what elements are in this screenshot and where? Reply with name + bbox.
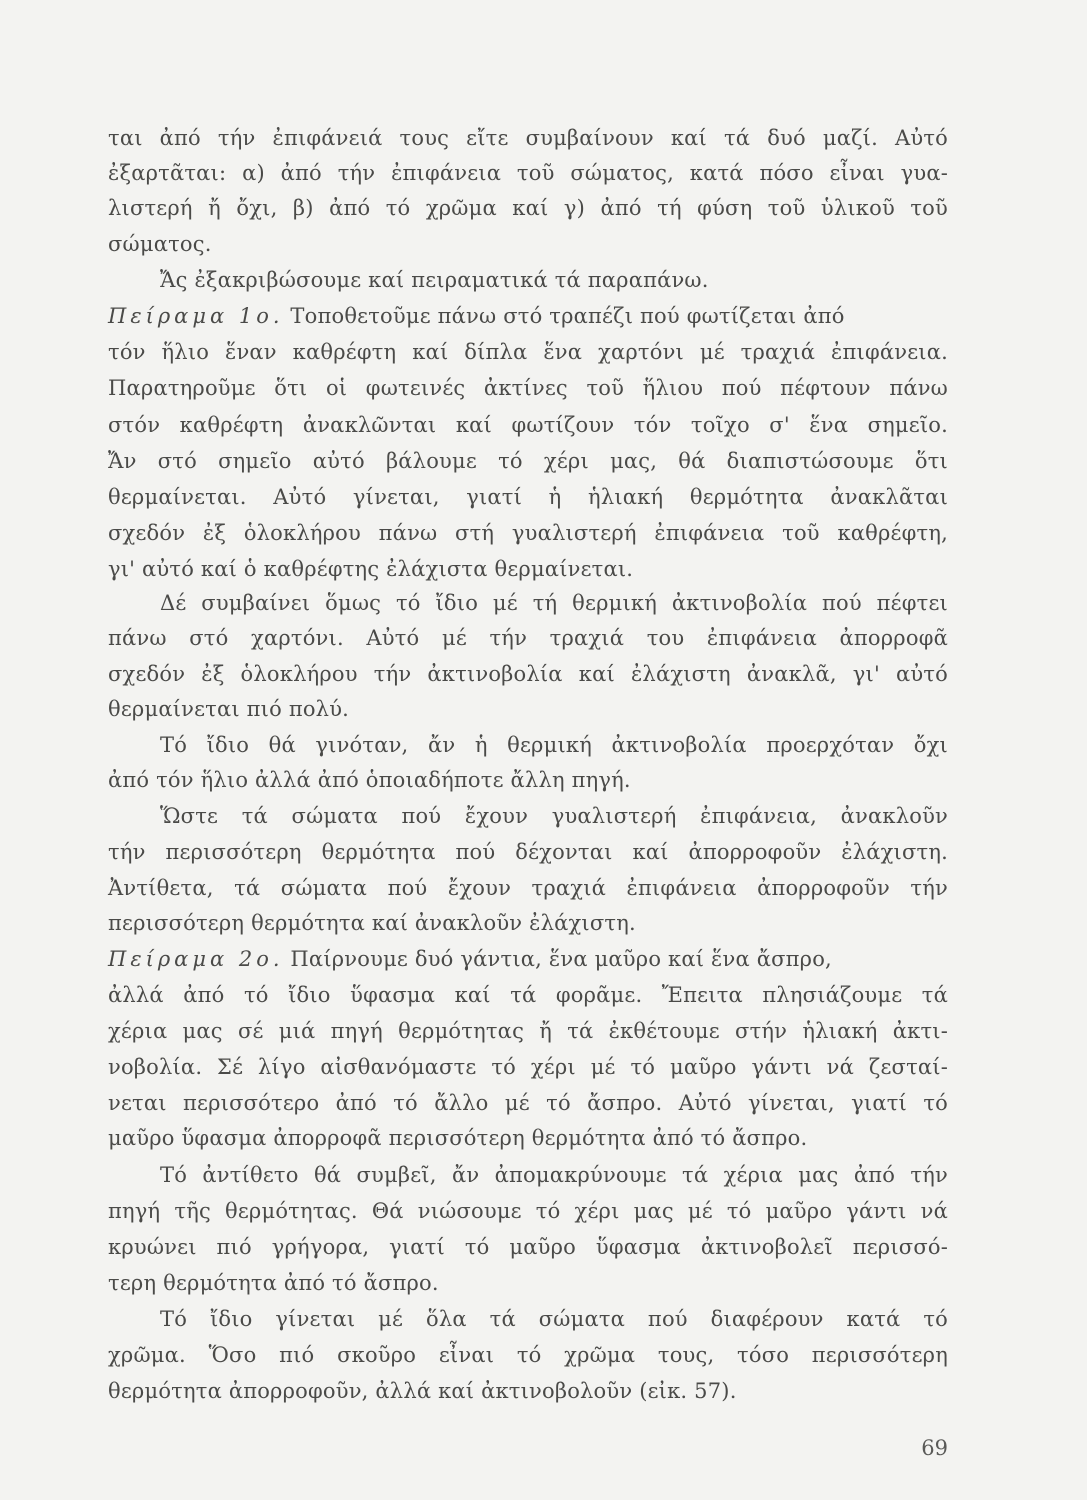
experiment-2-line: [108, 944, 948, 974]
text-line: Ὥστε τά σώματα πού ἔχουν γυαλιστερή ἐπιφάνεια, ἀνακλοῦν: [160, 804, 948, 828]
text-line: σώματος.: [108, 232, 212, 256]
text-line: Παρατηροῦμε ὅτι οἱ φωτεινές ἀκτίνες τοῦ ἥλιου πού πέφτουν πάνω: [108, 376, 948, 400]
experiment-2-text: Παίρνουμε δυό γάντια, ἕνα μαῦρο καί ἕνα ἄσπρο,: [290, 947, 832, 971]
text-line: Τό ἴδιο γίνεται μέ ὅλα τά σώματα πού διαφέρουν κατά τό: [160, 1307, 948, 1331]
text-line: πηγή τῆς θερμότητας. Θά νιώσουμε τό χέρι μας μέ τό μαῦρο γάντι νά: [108, 1199, 948, 1223]
text-line: ἀλλά ἀπό τό ἴδιο ὕφασμα καί τά φορᾶμε. Ἔπειτα πλησιάζουμε τά: [108, 983, 948, 1007]
text-line: κρυώνει πιό γρήγορα, γιατί τό μαῦρο ὕφασμα ἀκτινοβολεῖ περισσό-: [108, 1235, 948, 1259]
text-line: Τό ἀντίθετο θά συμβεῖ, ἄν ἀπομακρύνουμε τά χέρια μας ἀπό τήν: [160, 1163, 948, 1187]
text-line: νεται περισσότερο ἀπό τό ἄλλο μέ τό ἄσπρο. Αὐτό γίνεται, γιατί τό: [108, 1091, 948, 1115]
text-line: σχεδόν ἐξ ὁλοκλήρου τήν ἀκτινοβολία καί ἐλάχιστη ἀνακλᾶ, γι' αὐτό: [108, 662, 948, 686]
text-line: Δέ συμβαίνει ὅμως τό ἴδιο μέ τή θερμική ἀκτινοβολία πού πέφτει: [160, 591, 948, 615]
text-line: σχεδόν ἐξ ὁλοκλήρου πάνω στή γυαλιστερή ἐπιφάνεια τοῦ καθρέφτη,: [108, 521, 948, 545]
text-line: θερμαίνεται. Αὐτό γίνεται, γιατί ἡ ἡλιακή θερμότητα ἀνακλᾶται: [108, 485, 948, 509]
text-line: θερμότητα ἀπορροφοῦν, ἀλλά καί ἀκτινοβολοῦν (εἰκ. 57).: [108, 1379, 737, 1403]
text-line: θερμαίνεται πιό πολύ.: [108, 697, 350, 721]
experiment-1-label: Πείραμα 1ο.: [108, 304, 284, 328]
text-line: χέρια μας σέ μιά πηγή θερμότητας ἤ τά ἐκθέτουμε στήν ἡλιακή ἀκτι-: [108, 1019, 948, 1043]
text-line: μαῦρο ὕφασμα ἀπορροφᾶ περισσότερη θερμότητα ἀπό τό ἄσπρο.: [108, 1126, 808, 1150]
text-line: Ἄν στό σημεῖο αὐτό βάλουμε τό χέρι μας, θά διαπιστώσουμε ὅτι: [108, 449, 948, 473]
text-line: περισσότερη θερμότητα καί ἀνακλοῦν ἐλάχιστη.: [108, 911, 636, 935]
experiment-2-label: Πείραμα 2ο.: [108, 947, 284, 971]
text-line: πάνω στό χαρτόνι. Αὐτό μέ τήν τραχιά του ἐπιφάνεια ἀπορροφᾶ: [108, 626, 948, 650]
text-line: Τό ἴδιο θά γινόταν, ἄν ἡ θερμική ἀκτινοβολία προερχόταν ὄχι: [160, 733, 948, 757]
text-line: στόν καθρέφτη ἀνακλῶνται καί φωτίζουν τόν τοῖχο σ' ἕνα σημεῖο.: [108, 413, 948, 437]
page-number: 69: [921, 1436, 948, 1460]
text-line: χρῶμα. Ὅσο πιό σκοῦρο εἶναι τό χρῶμα τους, τόσο περισσότερη: [108, 1343, 948, 1367]
text-line: τήν περισσότερη θερμότητα πού δέχονται καί ἀπορροφοῦν ἐλάχιστη.: [108, 840, 948, 864]
text-line: τόν ἥλιο ἕναν καθρέφτη καί δίπλα ἕνα χαρτόνι μέ τραχιά ἐπιφάνεια.: [108, 340, 948, 364]
text-line: ται ἀπό τήν ἐπιφάνειά τους εἴτε συμβαίνουν καί τά δυό μαζί. Αὐτό: [108, 126, 948, 150]
text-line: λιστερή ἤ ὄχι, β) ἀπό τό χρῶμα καί γ) ἀπό τή φύση τοῦ ὑλικοῦ τοῦ: [108, 196, 948, 220]
experiment-1-line: [108, 301, 948, 331]
text-line: ἐξαρτᾶται: α) ἀπό τήν ἐπιφάνεια τοῦ σώματος, κατά πόσο εἶναι γυα-: [108, 161, 948, 185]
experiment-1-text: Τοποθετοῦμε πάνω στό τραπέζι πού φωτίζεται ἀπό: [290, 304, 845, 328]
text-line: γι' αὐτό καί ὁ καθρέφτης ἐλάχιστα θερμαίνεται.: [108, 557, 634, 581]
text-line: Ἀντίθετα, τά σώματα πού ἔχουν τραχιά ἐπιφάνεια ἀπορροφοῦν τήν: [108, 876, 948, 900]
text-line: ἀπό τόν ἥλιο ἀλλά ἀπό ὁποιαδήποτε ἄλλη πηγή.: [108, 768, 631, 792]
text-line: νοβολία. Σέ λίγο αἰσθανόμαστε τό χέρι μέ τό μαῦρο γάντι νά ζεσταί-: [108, 1055, 948, 1079]
text-line: τερη θερμότητα ἀπό τό ἄσπρο.: [108, 1271, 439, 1295]
text-line: Ἄς ἐξακριβώσουμε καί πειραματικά τά παραπάνω.: [160, 268, 709, 292]
